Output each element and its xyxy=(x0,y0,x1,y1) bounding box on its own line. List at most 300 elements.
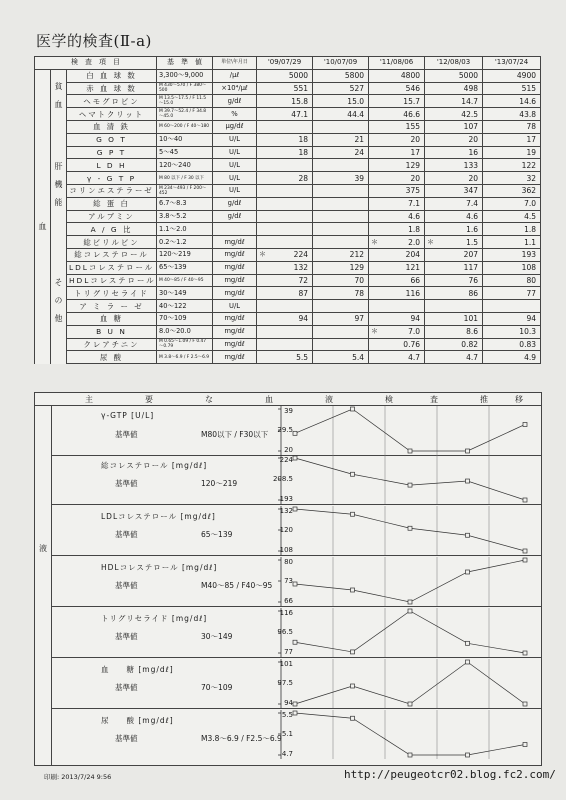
trend-point xyxy=(408,609,412,613)
trend-point xyxy=(466,641,470,645)
row-value xyxy=(257,172,313,185)
row-value xyxy=(425,120,483,133)
row-value xyxy=(425,82,483,95)
row-unit: U/L xyxy=(213,146,257,159)
row-value-text: 24 xyxy=(354,147,364,157)
row-value-text: 193 xyxy=(521,250,536,260)
row-unit: mg/dℓ xyxy=(213,248,257,261)
row-value-text: 5000 xyxy=(288,71,308,81)
trend-chart xyxy=(51,405,541,456)
row-ref: M 13.5～17.5 / F 11.5～15.0 xyxy=(157,95,213,108)
row-value xyxy=(483,338,541,351)
trend-heading-char: 移 xyxy=(515,395,523,404)
row-value-text: 20 xyxy=(410,173,420,183)
row-value-text: 72 xyxy=(298,275,308,285)
row-value xyxy=(313,197,369,210)
trend-tick-label: 29.5 xyxy=(277,425,293,434)
trend-tick-label: 5.1 xyxy=(281,729,293,738)
row-unit: U/L xyxy=(213,172,257,185)
row-value xyxy=(257,287,313,300)
row-value xyxy=(257,95,313,108)
trend-chart xyxy=(51,658,541,709)
abnormal-mark: ＊ xyxy=(371,327,378,336)
trend-chart-title: HDLコレステロール [mg/dℓ] xyxy=(101,563,218,572)
row-ref: 5～45 xyxy=(157,146,213,159)
lab-row xyxy=(35,69,541,82)
trend-chart xyxy=(51,556,541,607)
row-value xyxy=(369,146,425,159)
row-value-text: 76 xyxy=(468,275,478,285)
row-value-text: 86 xyxy=(468,288,478,298)
trend-point xyxy=(351,472,355,476)
row-value xyxy=(483,300,541,313)
row-value xyxy=(483,197,541,210)
row-value-text: 14.7 xyxy=(461,96,478,106)
trend-heading-char: 液 xyxy=(325,395,333,404)
abnormal-mark: ＊ xyxy=(259,250,266,259)
row-value xyxy=(257,133,313,146)
lab-results-table xyxy=(34,56,541,364)
trend-point xyxy=(351,588,355,592)
trend-point xyxy=(466,753,470,757)
row-value-text: 94 xyxy=(410,314,420,324)
trend-ref-value: 65～139 xyxy=(201,530,233,539)
lab-row xyxy=(35,312,541,325)
row-value xyxy=(369,197,425,210)
row-value xyxy=(369,248,425,261)
row-unit: mg/dℓ xyxy=(213,325,257,338)
trend-tick-label: 4.7 xyxy=(281,750,293,758)
row-value-text: 0.76 xyxy=(403,339,420,349)
row-value-text: 122 xyxy=(521,160,536,170)
row-value xyxy=(313,146,369,159)
row-value-text: 546 xyxy=(405,83,420,93)
trend-ref-label: 基準値 xyxy=(115,683,138,692)
row-value xyxy=(483,223,541,236)
row-value xyxy=(369,261,425,274)
trend-point xyxy=(408,753,412,757)
trend-heading-char: 検 xyxy=(385,395,393,404)
trend-chart-title: 総コレステロール [mg/dℓ] xyxy=(101,461,208,470)
row-value-text: 46.6 xyxy=(403,109,420,119)
row-unit: ×10⁴/μℓ xyxy=(213,82,257,95)
row-value-text: 4.5 xyxy=(524,211,536,221)
lab-row xyxy=(35,261,541,274)
row-value-text: 15.7 xyxy=(403,96,420,106)
row-value xyxy=(257,248,313,261)
row-value-text: 0.83 xyxy=(519,339,536,349)
lab-row xyxy=(35,133,541,146)
trend-tick-label: 66 xyxy=(284,597,293,605)
row-value-text: 20 xyxy=(468,135,478,145)
row-value xyxy=(483,120,541,133)
row-ref: 1.1～2.0 xyxy=(157,223,213,236)
trend-ref-label: 基準値 xyxy=(115,430,138,439)
row-value xyxy=(313,108,369,121)
trend-heading-char: 血 xyxy=(265,395,273,404)
row-name: 白 血 球 数 xyxy=(67,69,157,82)
row-value xyxy=(425,197,483,210)
row-value xyxy=(369,236,425,249)
row-name: ア ミ ラ ー ゼ xyxy=(67,300,157,313)
row-value-text: 15.8 xyxy=(291,96,308,106)
row-value xyxy=(425,223,483,236)
trend-point xyxy=(523,498,527,502)
trend-chart xyxy=(51,505,541,556)
row-value xyxy=(257,120,313,133)
lab-row xyxy=(35,287,541,300)
row-name: G P T xyxy=(67,146,157,159)
row-value xyxy=(483,133,541,146)
trend-point xyxy=(408,483,412,487)
row-value xyxy=(483,108,541,121)
row-unit: g/dℓ xyxy=(213,197,257,210)
trend-chart-title: トリグリセライド [mg/dℓ] xyxy=(101,614,208,623)
row-name: 総ビリルビン xyxy=(67,236,157,249)
trend-tick-label: 5.5 xyxy=(281,711,293,719)
row-value-text: 129 xyxy=(405,160,420,170)
row-value-text: 1.8 xyxy=(408,224,420,234)
lab-row xyxy=(35,82,541,95)
row-name: 血 清 鉄 xyxy=(67,120,157,133)
row-value-text: 527 xyxy=(349,83,364,93)
row-value xyxy=(483,184,541,197)
header-item: 検 査 項 目 xyxy=(35,57,157,70)
trend-tick-label: 20 xyxy=(284,446,293,454)
trend-ref-value: 30～149 xyxy=(201,632,233,641)
row-value xyxy=(257,223,313,236)
lab-row xyxy=(35,172,541,185)
row-unit: μg/dℓ xyxy=(213,120,257,133)
lab-row xyxy=(35,197,541,210)
trend-ref-label: 基準値 xyxy=(115,581,138,590)
group-outer-blood xyxy=(35,133,51,363)
row-value xyxy=(369,69,425,82)
trend-point xyxy=(523,422,527,426)
row-value-text: 10.3 xyxy=(519,327,536,337)
row-unit: U/L xyxy=(213,159,257,172)
header-date-4: '12/08/03 xyxy=(425,57,483,70)
row-value-text: 15.0 xyxy=(347,96,364,106)
trend-ref-label: 基準値 xyxy=(115,479,138,488)
row-value-text: 20 xyxy=(410,135,420,145)
row-value-text: 78 xyxy=(526,122,536,132)
row-name: HDLコレステロール xyxy=(67,274,157,287)
trend-tick-label: 77 xyxy=(284,648,293,656)
row-value-text: 4.6 xyxy=(466,211,478,221)
row-value xyxy=(425,133,483,146)
row-value-text: 39 xyxy=(354,173,364,183)
row-value xyxy=(369,184,425,197)
lab-row xyxy=(35,159,541,172)
blog-url: http://peugeotcr02.blog.fc2.com/ xyxy=(344,768,556,781)
trend-tick-label: 101 xyxy=(279,660,293,668)
row-value-text: 77 xyxy=(526,288,536,298)
row-value xyxy=(257,325,313,338)
trend-tick-label: 39 xyxy=(284,407,293,415)
row-value-text: 116 xyxy=(405,288,420,298)
trend-point xyxy=(408,449,412,453)
row-value xyxy=(313,172,369,185)
row-value xyxy=(257,108,313,121)
abnormal-mark: ＊ xyxy=(427,237,434,246)
trend-heading-char: 要 xyxy=(145,395,153,404)
row-value xyxy=(369,210,425,223)
row-unit: U/L xyxy=(213,184,257,197)
abnormal-mark: ＊ xyxy=(371,237,378,246)
row-value xyxy=(257,338,313,351)
row-value-text: 8.6 xyxy=(466,327,478,337)
row-value-text: 42.5 xyxy=(461,109,478,119)
row-value xyxy=(313,82,369,95)
trend-point xyxy=(293,456,297,460)
row-value xyxy=(425,325,483,338)
row-value-text: 1.5 xyxy=(466,237,478,247)
row-value xyxy=(257,236,313,249)
row-value xyxy=(369,351,425,364)
row-value xyxy=(483,172,541,185)
row-value xyxy=(483,69,541,82)
row-value-text: 47.1 xyxy=(291,109,308,119)
row-value xyxy=(483,95,541,108)
trend-chart-title: 血 糖 [mg/dℓ] xyxy=(101,665,174,674)
trend-side-char: 液 xyxy=(39,544,47,553)
lab-row xyxy=(35,210,541,223)
row-value xyxy=(257,184,313,197)
trend-series-line xyxy=(295,458,525,500)
trend-point xyxy=(523,702,527,706)
row-value-text: 28 xyxy=(298,173,308,183)
row-value xyxy=(369,325,425,338)
header-date-1: '09/07/29 xyxy=(257,57,313,70)
lab-row xyxy=(35,338,541,351)
trend-point xyxy=(466,533,470,537)
row-value xyxy=(483,274,541,287)
row-value xyxy=(483,146,541,159)
row-value xyxy=(313,69,369,82)
row-value xyxy=(313,95,369,108)
row-value-text: 78 xyxy=(354,288,364,298)
trend-side-label xyxy=(35,405,52,765)
row-name: A / G 比 xyxy=(67,223,157,236)
row-value xyxy=(425,300,483,313)
lab-row xyxy=(35,300,541,313)
trend-point xyxy=(293,711,297,715)
row-value-text: 4.7 xyxy=(408,352,420,362)
row-value xyxy=(313,159,369,172)
lab-row xyxy=(35,351,541,364)
row-value xyxy=(369,287,425,300)
group-label xyxy=(51,248,67,363)
trend-tick-label: 120 xyxy=(279,525,293,534)
row-value-text: 347 xyxy=(463,186,478,196)
row-value-text: 0.82 xyxy=(461,339,478,349)
row-value xyxy=(483,159,541,172)
row-value xyxy=(425,236,483,249)
row-unit: U/L xyxy=(213,300,257,313)
row-ref: M 0.65～1.09 / F 0.47～0.79 xyxy=(157,338,213,351)
row-unit: U/L xyxy=(213,133,257,146)
row-value-text: 132 xyxy=(293,263,308,273)
row-value xyxy=(313,312,369,325)
trend-chart-title: 尿 酸 [mg/dℓ] xyxy=(101,716,174,725)
trend-tick-label: 116 xyxy=(279,609,293,617)
print-date: 印刷: 2013/7/24 9:56 xyxy=(44,773,112,781)
row-value-text: 43.8 xyxy=(519,109,536,119)
row-value-text: 117 xyxy=(463,263,478,273)
row-value xyxy=(483,248,541,261)
row-name: G O T xyxy=(67,133,157,146)
trend-point xyxy=(293,582,297,586)
trend-tick-label: 208.5 xyxy=(272,474,293,483)
lab-row xyxy=(35,108,541,121)
row-value-text: 97 xyxy=(354,314,364,324)
row-ref: 120～240 xyxy=(157,159,213,172)
row-unit: mg/dℓ xyxy=(213,312,257,325)
row-value xyxy=(313,210,369,223)
row-ref: 120～219 xyxy=(157,248,213,261)
trend-heading-char: な xyxy=(205,395,213,404)
row-value xyxy=(257,197,313,210)
trend-ref-label: 基準値 xyxy=(115,632,138,641)
row-unit: g/dℓ xyxy=(213,95,257,108)
row-value xyxy=(257,312,313,325)
lab-row xyxy=(35,274,541,287)
row-value xyxy=(483,210,541,223)
trend-point xyxy=(523,558,527,562)
row-unit: mg/dℓ xyxy=(213,338,257,351)
row-value-text: 1.8 xyxy=(524,224,536,234)
row-value-text: 32 xyxy=(526,173,536,183)
row-name: L D H xyxy=(67,159,157,172)
row-value-text: 212 xyxy=(349,250,364,260)
row-value xyxy=(313,120,369,133)
row-value xyxy=(483,261,541,274)
trend-tick-label: 108 xyxy=(279,546,293,554)
lab-row xyxy=(35,236,541,249)
row-value xyxy=(257,69,313,82)
trend-heading-char: 査 xyxy=(430,395,438,404)
row-value-text: 4.7 xyxy=(466,352,478,362)
row-value xyxy=(425,184,483,197)
row-value-text: 5000 xyxy=(458,71,478,81)
row-value xyxy=(483,236,541,249)
row-value-text: 551 xyxy=(293,83,308,93)
row-unit xyxy=(213,223,257,236)
row-value-text: 224 xyxy=(293,250,308,260)
row-ref: 40～122 xyxy=(157,300,213,313)
trend-tick-label: 94 xyxy=(284,699,293,707)
row-value-text: 121 xyxy=(405,263,420,273)
trend-point xyxy=(466,660,470,664)
row-value-text: 94 xyxy=(298,314,308,324)
row-value xyxy=(425,146,483,159)
row-value xyxy=(483,325,541,338)
row-value xyxy=(425,261,483,274)
group-label-text: その他 xyxy=(54,277,63,332)
row-value-text: 2.0 xyxy=(408,237,420,247)
row-value xyxy=(313,351,369,364)
row-value-text: 20 xyxy=(468,173,478,183)
trend-point xyxy=(466,570,470,574)
header-date-2: '10/07/09 xyxy=(313,57,369,70)
row-value xyxy=(425,274,483,287)
group-label xyxy=(51,69,67,133)
trend-tick-label: 73 xyxy=(284,576,293,585)
row-value xyxy=(369,133,425,146)
row-value-text: 7.0 xyxy=(408,327,420,337)
row-ref: M 60～200 / F 40～180 xyxy=(157,120,213,133)
row-value-text: 129 xyxy=(349,263,364,273)
row-value-text: 17 xyxy=(526,135,536,145)
trend-point xyxy=(523,743,527,747)
row-value-text: 515 xyxy=(521,83,536,93)
trend-point xyxy=(408,702,412,706)
group-outer-blank xyxy=(35,69,51,133)
lab-row xyxy=(35,95,541,108)
trend-ref-value: 70～109 xyxy=(201,683,233,692)
trend-series-line xyxy=(295,409,525,451)
trend-chart-title: LDLコレステロール [mg/dℓ] xyxy=(101,512,216,521)
trend-point xyxy=(523,549,527,553)
trend-point xyxy=(466,479,470,483)
row-value-text: 87 xyxy=(298,288,308,298)
row-name: B U N xyxy=(67,325,157,338)
trend-chart xyxy=(51,709,541,759)
row-value-text: 70 xyxy=(354,275,364,285)
row-value xyxy=(369,172,425,185)
row-value-text: 4.6 xyxy=(408,211,420,221)
lab-row xyxy=(35,223,541,236)
trend-tick-label: 96.5 xyxy=(277,627,293,636)
header-date-5: '13/07/24 xyxy=(483,57,541,70)
row-value xyxy=(257,274,313,287)
row-value-text: 21 xyxy=(354,135,364,145)
row-value-text: 17 xyxy=(410,147,420,157)
trend-point xyxy=(293,431,297,435)
row-value xyxy=(369,82,425,95)
row-value xyxy=(313,261,369,274)
row-value xyxy=(313,236,369,249)
trend-ref-label: 基準値 xyxy=(115,530,138,539)
row-value-text: 7.0 xyxy=(524,199,536,209)
row-name: トリグリセライド xyxy=(67,287,157,300)
row-name: γ - G T P xyxy=(67,172,157,185)
row-value xyxy=(425,95,483,108)
row-value xyxy=(369,338,425,351)
row-value xyxy=(257,351,313,364)
trend-series-line xyxy=(295,560,525,602)
row-value xyxy=(313,248,369,261)
trend-point xyxy=(523,651,527,655)
group-label xyxy=(51,133,67,248)
trend-point xyxy=(293,507,297,511)
row-value xyxy=(257,146,313,159)
group-label-text: 肝機能 xyxy=(54,162,63,217)
row-value xyxy=(313,133,369,146)
row-value xyxy=(369,223,425,236)
row-value xyxy=(257,210,313,223)
row-value xyxy=(425,338,483,351)
row-ref: 65～139 xyxy=(157,261,213,274)
trend-point xyxy=(351,650,355,654)
trend-tick-label: 132 xyxy=(279,507,293,515)
row-value xyxy=(313,184,369,197)
row-value-text: 5800 xyxy=(344,71,364,81)
group-outer-label: 血 xyxy=(38,222,47,232)
row-value-text: 375 xyxy=(405,186,420,196)
trend-point xyxy=(466,449,470,453)
